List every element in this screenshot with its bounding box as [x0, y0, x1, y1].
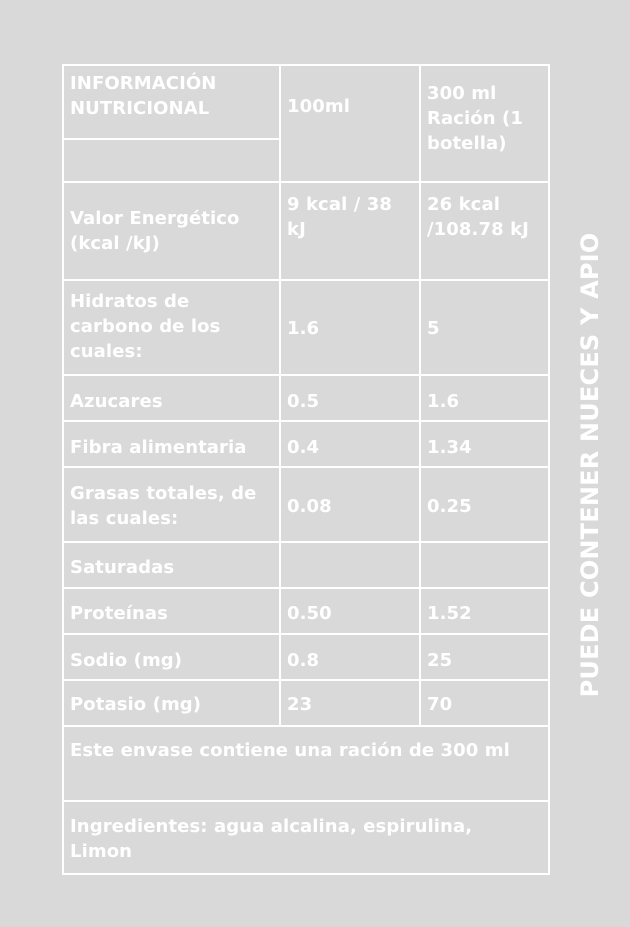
row-per100-carbs: 1.6	[287, 318, 320, 339]
serving-note: Este envase contiene una ración de 300 ml	[70, 740, 510, 761]
table-border-top	[62, 64, 550, 66]
row-per100-potassium: 23	[287, 694, 313, 715]
table-divider	[62, 633, 550, 635]
header-100ml: 100ml	[287, 96, 350, 117]
header-title: INFORMACIÓN NUTRICIONAL	[70, 73, 217, 119]
allergen-warning: PUEDE CONTENER NUECES Y APIO	[576, 232, 604, 698]
row-serving-energy: 26 kcal /108.78 kJ	[427, 194, 529, 240]
table-divider	[62, 587, 550, 589]
row-per100-energy: 9 kcal / 38 kJ	[287, 194, 393, 240]
row-label-sugars: Azucares	[70, 391, 163, 412]
table-divider	[62, 181, 550, 183]
row-per100-protein: 0.50	[287, 603, 332, 624]
row-per100-sodium: 0.8	[287, 650, 320, 671]
row-serving-saturated	[421, 551, 548, 581]
ingredients: Ingredientes: agua alcalina, espirulina, Limon	[70, 816, 473, 862]
row-per100-fat: 0.08	[287, 496, 332, 517]
row-label-protein: Proteínas	[70, 603, 168, 624]
row-label-carbs: Hidratos de carbono de los cuales:	[70, 291, 221, 362]
row-serving-carbs: 5	[427, 318, 440, 339]
table-divider	[62, 279, 550, 281]
table-divider	[62, 374, 550, 376]
row-per100-sugars: 0.5	[287, 391, 320, 412]
table-divider	[62, 725, 550, 727]
row-label-energy: Valor Energético (kcal /kJ)	[70, 208, 240, 254]
table-divider	[62, 138, 281, 140]
row-serving-protein: 1.52	[427, 603, 472, 624]
table-divider	[62, 800, 550, 802]
table-divider	[62, 420, 550, 422]
row-per100-saturated	[281, 551, 418, 581]
row-serving-fiber: 1.34	[427, 437, 472, 458]
table-border-right	[548, 64, 550, 875]
row-serving-fat: 0.25	[427, 496, 472, 517]
row-label-fiber: Fibra alimentaria	[70, 437, 247, 458]
row-label-saturated: Saturadas	[70, 557, 175, 578]
table-divider	[62, 466, 550, 468]
table-divider	[62, 541, 550, 543]
header-serving: 300 ml Ración (1 botella)	[427, 83, 523, 154]
row-label-fat: Grasas totales, de las cuales:	[70, 483, 257, 529]
row-serving-sugars: 1.6	[427, 391, 460, 412]
row-serving-potassium: 70	[427, 694, 453, 715]
table-divider	[62, 679, 550, 681]
row-label-sodium: Sodio (mg)	[70, 650, 183, 671]
row-label-potassium: Potasio (mg)	[70, 694, 202, 715]
table-border-bottom	[62, 873, 550, 875]
row-per100-fiber: 0.4	[287, 437, 320, 458]
row-serving-sodium: 25	[427, 650, 453, 671]
